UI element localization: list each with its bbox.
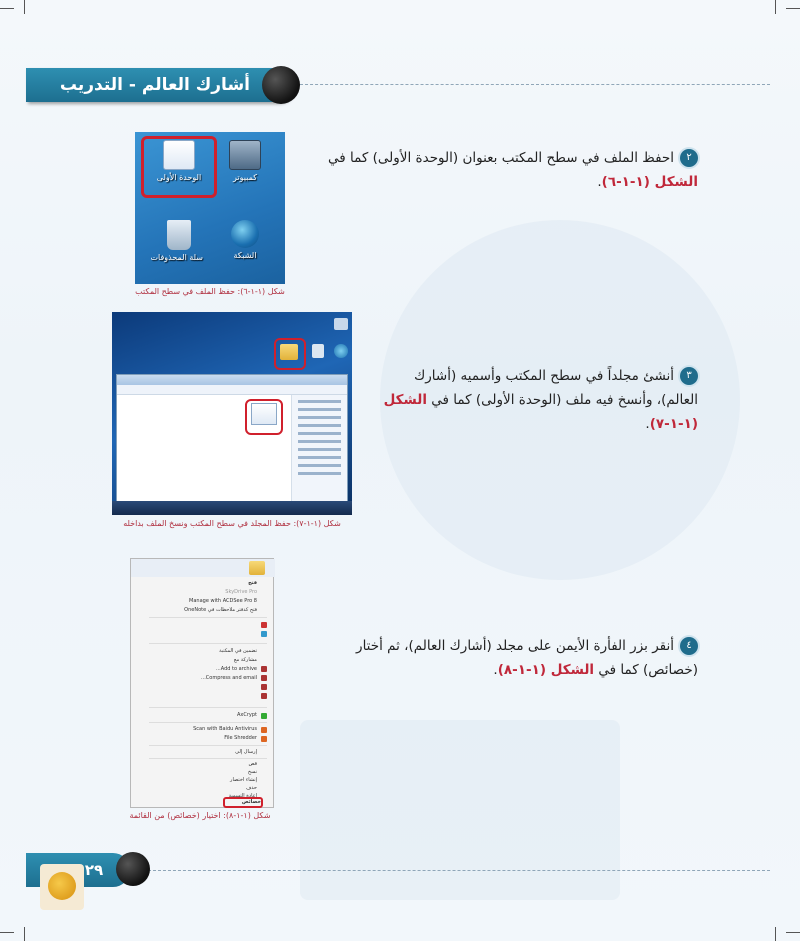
step-tail: .	[597, 174, 602, 190]
step-number: ٢	[680, 149, 698, 167]
desktop-icon-recycle-bin[interactable]	[150, 220, 203, 262]
menu-item[interactable]: File Shredder	[224, 735, 257, 741]
taskbar	[112, 501, 352, 515]
menu-separator	[149, 617, 267, 618]
step-number: ٣	[680, 367, 698, 385]
crop-mark	[24, 0, 25, 14]
desktop-icon-network[interactable]	[221, 220, 269, 260]
document-icon	[163, 140, 195, 170]
menu-separator	[149, 722, 267, 723]
menu-item[interactable]: AxCrypt	[236, 712, 257, 718]
header-rule	[300, 84, 770, 85]
icon-label: كمبيوتر	[232, 173, 258, 182]
crop-mark	[786, 932, 800, 933]
archive-icon	[261, 684, 267, 690]
window-toolbar	[117, 385, 347, 395]
menu-item-icon	[261, 631, 267, 637]
menu-item[interactable]: SkyDrive Pro	[225, 589, 257, 595]
menu-separator	[149, 758, 267, 759]
menu-separator	[149, 643, 267, 644]
step-3	[372, 364, 698, 436]
document-icon[interactable]	[251, 403, 277, 425]
step-2	[318, 146, 698, 194]
background-watermark	[300, 720, 620, 900]
crop-mark	[0, 8, 14, 9]
menu-item[interactable]: حذف	[246, 785, 257, 791]
figure-caption: شكل (١-١-٧): حفظ المجلد في سطح المكتب ونسخ الملف بداخله	[123, 519, 341, 528]
menu-item[interactable]: Add to archive...	[215, 666, 257, 672]
figure-caption: شكل (١-١-٦): حفظ الملف في سطح المكتب	[135, 287, 285, 296]
footer-rule	[148, 870, 770, 871]
menu-item[interactable]: تضمين في المكتبة	[219, 648, 257, 654]
recycle-bin-icon	[167, 220, 191, 250]
crop-mark	[24, 927, 25, 941]
icon-label: سلة المحذوفات	[150, 253, 203, 262]
menu-item[interactable]: نسخ	[247, 769, 257, 775]
menu-item[interactable]: Scan with Baidu Antivirus	[193, 726, 257, 732]
section-title: أشارك العالم - التدريب	[59, 75, 250, 95]
menu-separator	[149, 707, 267, 708]
recycle-bin-icon	[312, 344, 324, 358]
step-4	[318, 634, 698, 682]
step-tail: .	[493, 662, 498, 678]
crop-mark	[786, 8, 800, 9]
step-text: أنقر بزر الفأرة الأيمن على مجلد (أشارك العالم)، ثم أختار (خصائص) كما في	[356, 638, 698, 678]
figure-reference: الشكل (١-١-٦)	[601, 174, 698, 190]
figure-reference: الشكل (١-١-٨)	[497, 662, 595, 678]
section-header-cap	[262, 66, 300, 104]
menu-item[interactable]: مشاركة مع	[233, 657, 257, 663]
crop-mark	[0, 932, 14, 933]
menu-item[interactable]: Manage with ACDSee Pro 8	[189, 598, 257, 604]
menu-item[interactable]: إرسال إلى	[235, 749, 257, 755]
step-tail: .	[645, 416, 650, 432]
figure-reference: الشكل (١-١-٧)	[383, 392, 698, 432]
logo-emblem-icon	[48, 872, 76, 900]
figure-context-menu	[130, 558, 274, 808]
archive-icon	[261, 693, 267, 699]
network-globe-icon	[231, 220, 259, 248]
menu-separator	[149, 745, 267, 746]
folder-icon[interactable]	[280, 344, 298, 360]
menu-item[interactable]: إنشاء اختصار	[230, 777, 257, 783]
menu-item[interactable]: فتح كدفتر ملاحظات في OneNote	[184, 607, 257, 613]
figure-folder-window	[112, 312, 352, 515]
menu-item[interactable]: فتح	[248, 580, 257, 586]
navigation-pane	[291, 395, 347, 501]
page-number: ٢٩	[84, 861, 104, 879]
figure-desktop-icons	[135, 132, 285, 284]
menu-item[interactable]: قص	[248, 761, 257, 767]
step-text: أنشئ مجلداً في سطح المكتب وأسميه (أشارك العالم)، وأنسخ فيه ملف (الوحدة الأولى) كما في	[414, 368, 698, 408]
computer-icon	[229, 140, 261, 170]
desktop-icon-computer[interactable]	[221, 140, 269, 182]
desktop-icon-unit-file[interactable]	[155, 140, 203, 182]
menu-item-properties[interactable]: خصائص	[241, 799, 261, 805]
publisher-logo	[40, 864, 84, 910]
computer-icon	[334, 318, 348, 330]
figure-caption: شكل (١-١-٨): اختيار (خصائص) من القائمة	[129, 811, 271, 820]
menu-item[interactable]: إعادة التسمية	[228, 793, 257, 799]
icon-label: الشبكة	[233, 251, 257, 260]
footer-cap	[116, 852, 150, 886]
explorer-window	[116, 374, 348, 502]
highlight-frame	[223, 797, 263, 808]
menu-item[interactable]: Compress and email...	[201, 675, 257, 681]
network-globe-icon	[334, 344, 348, 358]
folder-icon	[249, 561, 265, 575]
step-number: ٤	[680, 637, 698, 655]
icon-label: الوحدة الأولى	[156, 173, 202, 182]
crop-mark	[775, 0, 776, 14]
window-title-bar	[117, 375, 347, 385]
step-text: احفظ الملف في سطح المكتب بعنوان (الوحدة الأولى) كما في	[328, 150, 674, 166]
crop-mark	[775, 927, 776, 941]
menu-item-icon	[261, 622, 267, 628]
